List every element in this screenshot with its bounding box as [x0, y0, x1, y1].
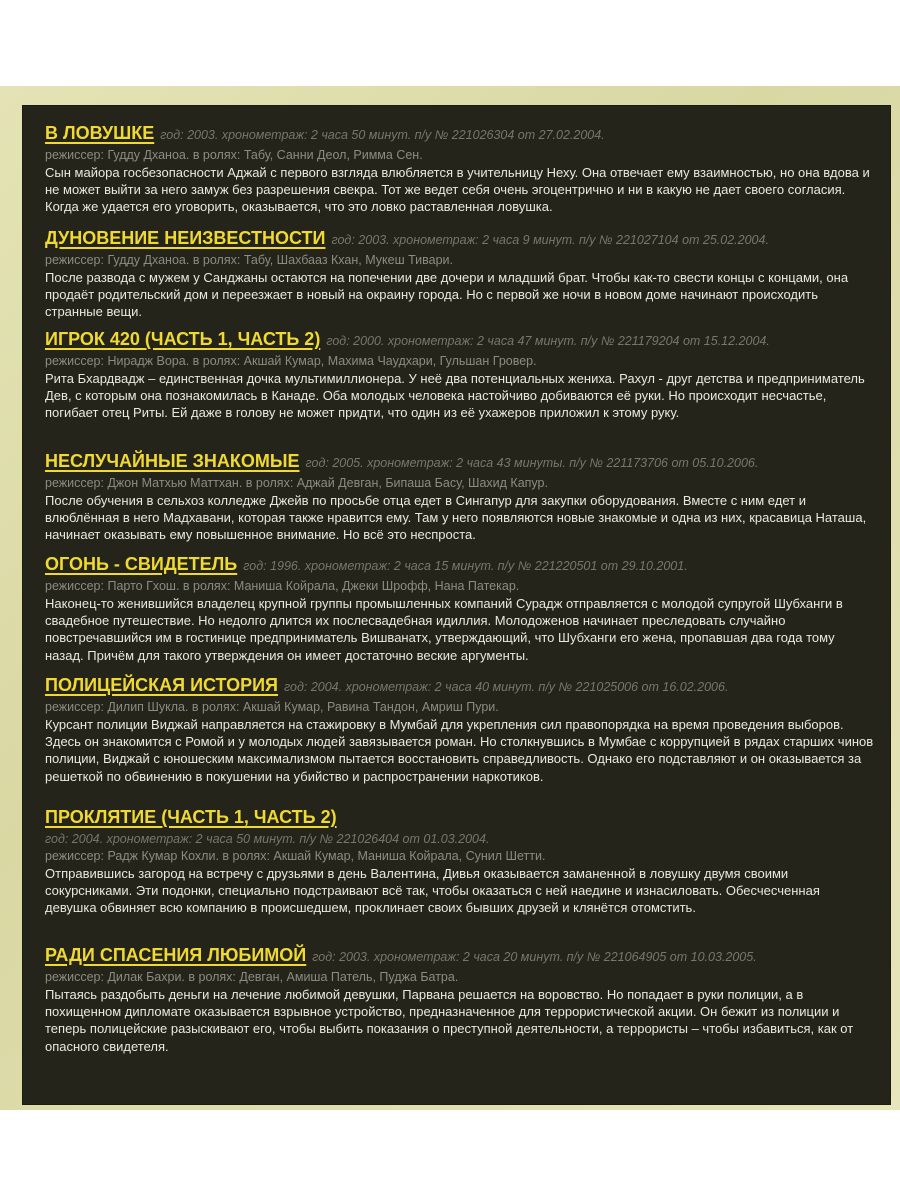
film-entry: [45, 943, 875, 1055]
film-description: Сын майора госбезопасности Аджай с первого взгляда влюбляется в учительницу Неху. Она отвечает ему взаимностью, но она вдова и не может выйти за него замуж без разрешения свекра. Тот же ведет себя очень эгоцентрично и ни в какую не дает своего согласия. Когда же удается его уговорить, оказывается, что это ловко раставленная ловушка.: [45, 165, 870, 215]
film-description: Пытаясь раздобыть деньги на лечение любимой девушки, Парвана решается на воровство. Но попадает в руки полиции, а в похищенном дипломате оказывается взрывное устройство, предназначенное для террористической акции. Он бежит из полиции и теперь полицейские разыскивают его, чтобы выбить показания о преступной деятельности, а террористы – чтобы избавиться, как от опасного свидетеля.: [45, 987, 854, 1054]
film-entry: [45, 449, 875, 544]
film-credits: режиссер: Дилип Шукла. в ролях: Акшай Кумар, Равина Тандон, Амриш Пури.: [45, 700, 499, 714]
film-entry: [45, 327, 875, 422]
film-title: В ЛОВУШКЕ: [45, 123, 155, 143]
film-entry: [45, 673, 875, 785]
film-credits: режиссер: Гудду Дханоа. в ролях: Табу, Шахбааз Кхан, Мукеш Тивари.: [45, 253, 454, 267]
film-entry: [45, 805, 875, 917]
film-title: ИГРОК 420 (ЧАСТЬ 1, ЧАСТЬ 2): [45, 329, 321, 349]
film-description: Отправившись загород на встречу с друзьями в день Валентина, Дивья оказывается заманенной в ловушку двумя своими сокурсниками. Эти подонки, специально подстраивают всё так, чтобы оказаться с ней наедине и изнасиловать. Обесчесченная девушка обвиняет всю компанию в происшедшем, проклинает своих бывших друзей и клянётся отомстить.: [45, 866, 820, 916]
film-meta: год: 2005. хронометраж: 2 часа 43 минуты. п/у № 221173706 от 05.10.2006.: [305, 456, 759, 470]
film-credits: режиссер: Гудду Дханоа. в ролях: Табу, Санни Деол, Римма Сен.: [45, 148, 423, 162]
film-meta: год: 1996. хронометраж: 2 часа 15 минут. п/у № 221220501 от 29.10.2001.: [243, 559, 688, 573]
film-description: Наконец-то женившийся владелец крупной группы промышленных компаний Сурадж отправляется с молодой супругой Шубханги в свадебное путешествие. Но недолго длится их послесвадебная идиллия. Молодоженов начинает преследовать случайно повстречавшийся им в гостинице предприниматель Вишванатх, утверждающий, что Шубханги его жена, пропавшая два года тому назад. Причём для такого утверждения он имеет достаточно веские аргументы.: [45, 596, 843, 663]
film-title: ОГОНЬ - СВИДЕТЕЛЬ: [45, 554, 238, 574]
film-meta: год: 2004. хронометраж: 2 часа 40 минут. п/у № 221025006 от 16.02.2006.: [284, 680, 729, 694]
film-title: НЕСЛУЧАЙНЫЕ ЗНАКОМЫЕ: [45, 451, 300, 471]
film-description: После развода с мужем у Санджаны остаются на попечении две дочери и младший брат. Чтобы как-то свести концы с концами, она продаёт родительский дом и переезжает в новый на окраину города. Но с первой же ночи в новом доме начинают происходить странные вещи.: [45, 270, 849, 320]
film-meta: год: 2003. хронометраж: 2 часа 9 минут. п/у № 221027104 от 25.02.2004.: [331, 233, 769, 247]
film-description: Рита Бхардвадж – единственная дочка мультимиллионера. У неё два потенциальных жениха. Рахул - друг детства и предприниматель Дев, с которым она познакомилась в Канаде. Оба молодых человека настойчиво добиваются её руки. Но происходит несчастье, погибает отец Риты. Ей даже в голову не может придти, что один из её ухажеров приложил к этому руку.: [45, 371, 865, 421]
film-meta: год: 2000. хронометраж: 2 часа 47 минут. п/у № 221179204 от 15.12.2004.: [326, 334, 770, 348]
film-entry: [45, 121, 875, 216]
film-title: ПОЛИЦЕЙСКАЯ ИСТОРИЯ: [45, 675, 278, 695]
film-meta: год: 2004. хронометраж: 2 часа 50 минут. п/у № 221026404 от 01.03.2004.: [45, 832, 490, 846]
film-title: РАДИ СПАСЕНИЯ ЛЮБИМОЙ: [45, 945, 307, 965]
film-credits: режиссер: Дилак Бахри. в ролях: Девган, Амиша Патель, Пуджа Батра.: [45, 970, 459, 984]
film-meta: год: 2003. хронометраж: 2 часа 50 минут. п/у № 221026304 от 27.02.2004.: [160, 128, 605, 142]
film-meta: год: 2003. хронометраж: 2 часа 20 минут. п/у № 221064905 от 10.03.2005.: [312, 950, 757, 964]
film-description: Курсант полиции Виджай направляется на стажировку в Мумбай для укрепления сил правопорядка на время проведения выборов. Здесь он знакомится с Ромой и у молодых людей завязывается роман. Но столкнувшись в Мумбае с коррупцией в рядах старших чинов полиции, Виджай с юношеским максимализмом пытается восстановить справедливость. Однако его подставляют и он оказывается за решеткой по обвинению в покушении на убийство и распространении наркотиков.: [45, 717, 874, 784]
film-title: ДУНОВЕНИЕ НЕИЗВЕСТНОСТИ: [45, 228, 326, 248]
film-credits: режиссер: Нирадж Вора. в ролях: Акшай Кумар, Махима Чаудхари, Гульшан Гровер.: [45, 354, 537, 368]
film-title: ПРОКЛЯТИЕ (ЧАСТЬ 1, ЧАСТЬ 2): [45, 807, 337, 827]
film-description: После обучения в сельхоз колледже Джейв по просьбе отца едет в Сингапур для закупки оборудования. Вместе с ним едет и влюблённая в него Мадхавани, которая также нравится ему. Там у него появляются новые знакомые и одна из них, красавица Наташа, начинает оказывать ему повышенное внимание. Но всё это неспроста.: [45, 493, 867, 543]
film-credits: режиссер: Парто Гхош. в ролях: Маниша Койрала, Джеки Шрофф, Нана Патекар.: [45, 579, 520, 593]
film-entry: [45, 226, 875, 321]
film-credits: режиссер: Радж Кумар Кохли. в ролях: Акшай Кумар, Маниша Койрала, Сунил Шетти.: [45, 849, 546, 863]
film-credits: режиссер: Джон Матхью Маттхан. в ролях: Аджай Девган, Бипаша Басу, Шахид Капур.: [45, 476, 548, 490]
film-entry: [45, 552, 875, 664]
